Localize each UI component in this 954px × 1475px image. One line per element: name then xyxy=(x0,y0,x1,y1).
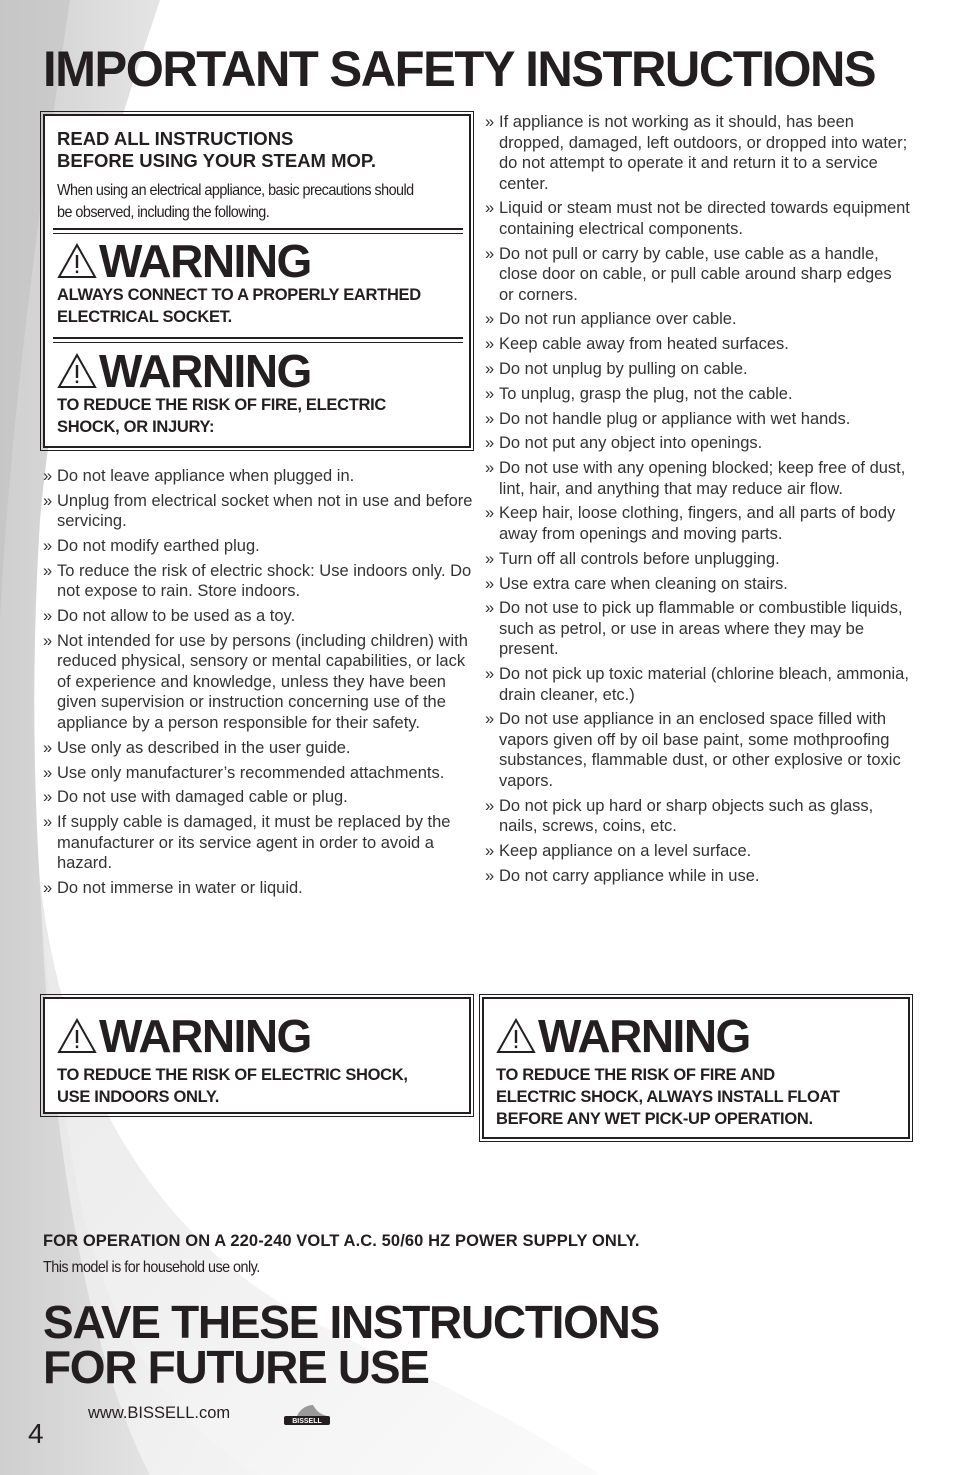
list-item: » Do not use to pick up flammable or combustible liquids, such as petrol, or use in areas where they may be present. xyxy=(485,598,910,660)
list-item: » Do not handle plug or appliance with wet hands. xyxy=(485,409,910,430)
list-item: » Liquid or steam must not be directed towards equipment containing electrical components. xyxy=(485,198,910,239)
read-instructions-box xyxy=(43,114,471,448)
list-item: » Do not use with damaged cable or plug. xyxy=(43,787,475,808)
warning-heading xyxy=(57,235,311,287)
list-item: » Turn off all controls before unplugging. xyxy=(485,549,910,570)
divider xyxy=(53,337,463,339)
list-item: » Do not carry appliance while in use. xyxy=(485,866,910,887)
divider xyxy=(53,228,463,230)
list-item: » Do not leave appliance when plugged in. xyxy=(43,466,475,487)
list-item: » If supply cable is damaged, it must be replaced by the manufacturer or its service agent in order to avoid a hazard. xyxy=(43,812,475,874)
list-item: » Do not put any object into openings. xyxy=(485,433,910,454)
divider xyxy=(53,233,463,234)
list-item: » Keep cable away from heated surfaces. xyxy=(485,334,910,355)
list-item: » Use only manufacturer’s recommended attachments. xyxy=(43,763,475,784)
list-item: » Do not modify earthed plug. xyxy=(43,536,475,557)
list-item: » Do not pull or carry by cable, use cable as a handle, close door on cable, or pull cable around sharp edges or corners. xyxy=(485,244,910,306)
warning-triangle-icon xyxy=(496,1018,536,1054)
logo-text: BISSELL xyxy=(292,1418,322,1425)
warning-heading xyxy=(57,1010,311,1062)
list-item: » Unplug from electrical socket when not in use and before servicing. xyxy=(43,491,475,532)
warning-title: WARNING xyxy=(99,345,311,397)
list-item: » Not intended for use by persons (including children) with reduced physical, sensory or mental capabilities, or lack of experience and knowledge, unless they have been given supervision or instruction concerning use of the appliance by a person responsible for their safety. xyxy=(43,631,475,734)
warning-box-float xyxy=(482,997,910,1139)
bissell-logo xyxy=(283,1404,331,1426)
power-supply-notice: FOR OPERATION ON A 220-240 VOLT A.C. 50/60 HZ POWER SUPPLY ONLY. xyxy=(43,1232,640,1250)
read-instructions-heading: READ ALL INSTRUCTIONS BEFORE USING YOUR STEAM MOP. xyxy=(57,128,376,171)
warning-heading xyxy=(496,1010,750,1062)
warning-triangle-icon xyxy=(57,1018,97,1054)
warning-text: TO REDUCE THE RISK OF FIRE AND ELECTRIC SHOCK, ALWAYS INSTALL FLOAT BEFORE ANY WET PICK-UP OPERATION. xyxy=(496,1066,840,1128)
list-item: » Do not pick up toxic material (chlorine bleach, ammonia, drain cleaner, etc.) xyxy=(485,664,910,705)
warning-text: TO REDUCE THE RISK OF FIRE, ELECTRIC SHOCK, OR INJURY: xyxy=(57,396,386,436)
list-item: » Do not use with any opening blocked; keep free of dust, lint, hair, and anything that may reduce air flow. xyxy=(485,458,910,499)
list-item: » To unplug, grasp the plug, not the cable. xyxy=(485,384,910,405)
list-item: » To reduce the risk of electric shock: Use indoors only. Do not expose to rain. Store indoors. xyxy=(43,561,475,602)
right-safety-list xyxy=(485,112,910,891)
list-item: » Do not run appliance over cable. xyxy=(485,309,910,330)
list-item: » Do not immerse in water or liquid. xyxy=(43,878,475,899)
warning-text: ALWAYS CONNECT TO A PROPERLY EARTHED ELECTRICAL SOCKET. xyxy=(57,286,421,326)
warning-triangle-icon xyxy=(57,243,97,279)
website-link[interactable]: www.BISSELL.com xyxy=(88,1404,231,1422)
list-item: » Do not pick up hard or sharp objects such as glass, nails, screws, coins, etc. xyxy=(485,796,910,837)
warning-triangle-icon xyxy=(57,353,97,389)
warning-text: TO REDUCE THE RISK OF ELECTRIC SHOCK, USE INDOORS ONLY. xyxy=(57,1066,408,1106)
list-item: » Use extra care when cleaning on stairs. xyxy=(485,574,910,595)
page-title: IMPORTANT SAFETY INSTRUCTIONS xyxy=(43,41,876,97)
read-instructions-body: When using an electrical appliance, basic precautions should be observed, including the following. xyxy=(57,182,414,221)
list-item: » Do not unplug by pulling on cable. xyxy=(485,359,910,380)
warning-title: WARNING xyxy=(538,1010,750,1062)
warning-box-indoor xyxy=(43,997,471,1114)
warning-heading xyxy=(57,345,311,397)
list-item: » Keep hair, loose clothing, fingers, and all parts of body away from openings and moving parts. xyxy=(485,503,910,544)
household-use-notice: This model is for household use only. xyxy=(43,1259,260,1276)
warning-title: WARNING xyxy=(99,235,311,287)
list-item: » Do not allow to be used as a toy. xyxy=(43,606,475,627)
list-item: » Use only as described in the user guide. xyxy=(43,738,475,759)
save-instructions-title: SAVE THESE INSTRUCTIONS FOR FUTURE USE xyxy=(43,1296,659,1393)
left-safety-list xyxy=(43,466,475,903)
page-number: 4 xyxy=(28,1418,44,1449)
warning-title: WARNING xyxy=(99,1010,311,1062)
list-item: » Keep appliance on a level surface. xyxy=(485,841,910,862)
divider xyxy=(53,342,463,343)
list-item: » Do not use appliance in an enclosed space filled with vapors given off by oil base paint, some mothproofing substances, flammable dust, or other explosive or toxic vapors. xyxy=(485,709,910,791)
list-item: » If appliance is not working as it should, has been dropped, damaged, left outdoors, or dropped into water; do not attempt to operate it and return it to a service center. xyxy=(485,112,910,194)
